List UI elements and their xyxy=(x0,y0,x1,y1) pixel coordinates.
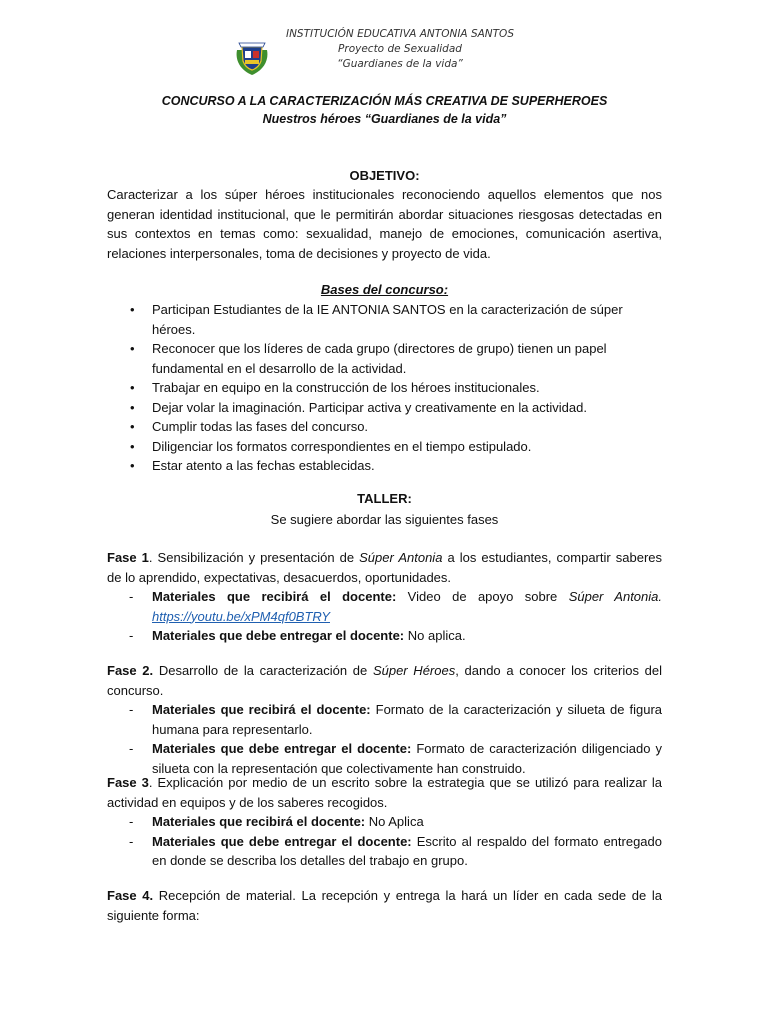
dash-icon: - xyxy=(129,741,134,756)
bullet-icon: • xyxy=(130,419,135,434)
list-item: • Cumplir todas las fases del concurso. xyxy=(107,417,662,437)
phase-2 xyxy=(107,661,662,778)
list-item: • Reconocer que los líderes de cada grupo (directores de grupo) tienen un papel fundamental en el desarrollo de la actividad. xyxy=(130,341,607,376)
dash-icon: - xyxy=(129,628,134,643)
institution-name: INSTITUCIÓN EDUCATIVA ANTONIA SANTOS xyxy=(285,28,514,40)
phase-4 xyxy=(107,886,662,925)
phase-1 xyxy=(107,548,662,646)
bullet-icon: • xyxy=(130,341,135,356)
phase-2-label: Fase 2. xyxy=(107,663,154,678)
dash-icon: - xyxy=(129,589,134,604)
youtube-link[interactable]: https://youtu.be/xPM4qf0BTRY xyxy=(152,608,330,624)
phase-1-description: Fase 1. Sensibilización y presentación de Súper Antonia a los estudiantes, compartir saberes de lo aprendido, expectativas, desacuerdos, oportunidades. xyxy=(107,550,662,585)
phase-4-description: Fase 4. Recepción de material. La recepción y entrega la hará un líder en cada sede de la siguiente forma: xyxy=(107,888,662,923)
list-item: • Trabajar en equipo en la construcción de los héroes institucionales. xyxy=(107,378,662,398)
list-item: • Participan Estudiantes de la IE ANTONIA SANTOS en la caracterización de súper héroes. xyxy=(130,302,623,337)
taller-subtitle: Se sugiere abordar las siguientes fases xyxy=(270,512,499,527)
phase-3 xyxy=(107,773,662,871)
phase-3-description: Fase 3. Explicación por medio de un escrito sobre la estrategia que se utilizó para realizar la actividad en equipos y de los saberes recogidos. xyxy=(107,775,662,810)
bullet-icon: • xyxy=(130,380,135,395)
phase-3-label: Fase 3 xyxy=(107,775,149,790)
bullet-icon: • xyxy=(130,302,135,317)
phase-2-materials-delivered: - Materiales que debe entregar el docente: Formato de caracterización diligenciado y silueta con la representación que colectivamente han construido. xyxy=(129,741,662,776)
phase-2-materials-received: - Materiales que recibirá el docente: Formato de la caracterización y silueta de figura humana para representarlo. xyxy=(129,702,662,737)
objective-heading: OBJETIVO: xyxy=(349,168,420,183)
list-item: • Dejar volar la imaginación. Participar activa y creativamente en la actividad. xyxy=(107,398,662,418)
bases-list xyxy=(107,300,662,476)
document-title xyxy=(107,92,662,128)
objective-text: Caracterizar a los súper héroes institucionales reconociendo aquellos elementos que nos generan identidad institucional, que le permitirán abordar situaciones riesgosas detectadas en sus contextos en temas como: sexualidad, manejo de emociones, comunicación asertiva, relaciones interpersonales, toma de decisiones y proyecto de vida. xyxy=(107,187,662,261)
list-item: • Estar atento a las fechas establecidas. xyxy=(107,456,662,476)
project-motto: “Guardianes de la vida” xyxy=(337,58,463,70)
letterhead xyxy=(0,24,768,80)
taller-heading: TALLER: xyxy=(357,491,412,506)
list-item: • Diligenciar los formatos correspondientes en el tiempo estipulado. xyxy=(107,437,662,457)
phase-1-materials-delivered: - Materiales que debe entregar el docente: No aplica. xyxy=(107,626,662,646)
phase-3-materials-received: - Materiales que recibirá el docente: No Aplica xyxy=(107,812,662,832)
phase-1-label: Fase 1 xyxy=(107,550,149,565)
phase-1-materials-received: - Materiales que recibirá el docente: Video de apoyo sobre Súper Antonia. https://youtu.be/xPM4qf0BTRY xyxy=(129,589,662,624)
bases-heading: Bases del concurso: xyxy=(320,282,449,297)
phase-2-description: Fase 2. Desarrollo de la caracterización de Súper Héroes, dando a conocer los criterios del concurso. xyxy=(107,663,662,698)
bullet-icon: • xyxy=(130,458,135,473)
bullet-icon: • xyxy=(130,399,135,415)
title-line-1: CONCURSO A LA CARACTERIZACIÓN MÁS CREATIVA DE SUPERHEROES xyxy=(161,94,608,108)
bullet-icon: • xyxy=(130,438,135,454)
dash-icon: - xyxy=(129,814,134,829)
project-name: Proyecto de Sexualidad xyxy=(338,43,462,55)
phase-4-label: Fase 4. xyxy=(107,888,154,903)
phase-3-materials-delivered: - Materiales que debe entregar el docente: Escrito al respaldo del formato entregado en donde se describa los detalles del trabajo en grupo. xyxy=(129,833,662,868)
title-line-2: Nuestros héroes “Guardianes de la vida” xyxy=(262,112,507,126)
dash-icon: - xyxy=(129,702,134,717)
dash-icon: - xyxy=(129,833,134,849)
letterhead-text xyxy=(250,27,550,72)
